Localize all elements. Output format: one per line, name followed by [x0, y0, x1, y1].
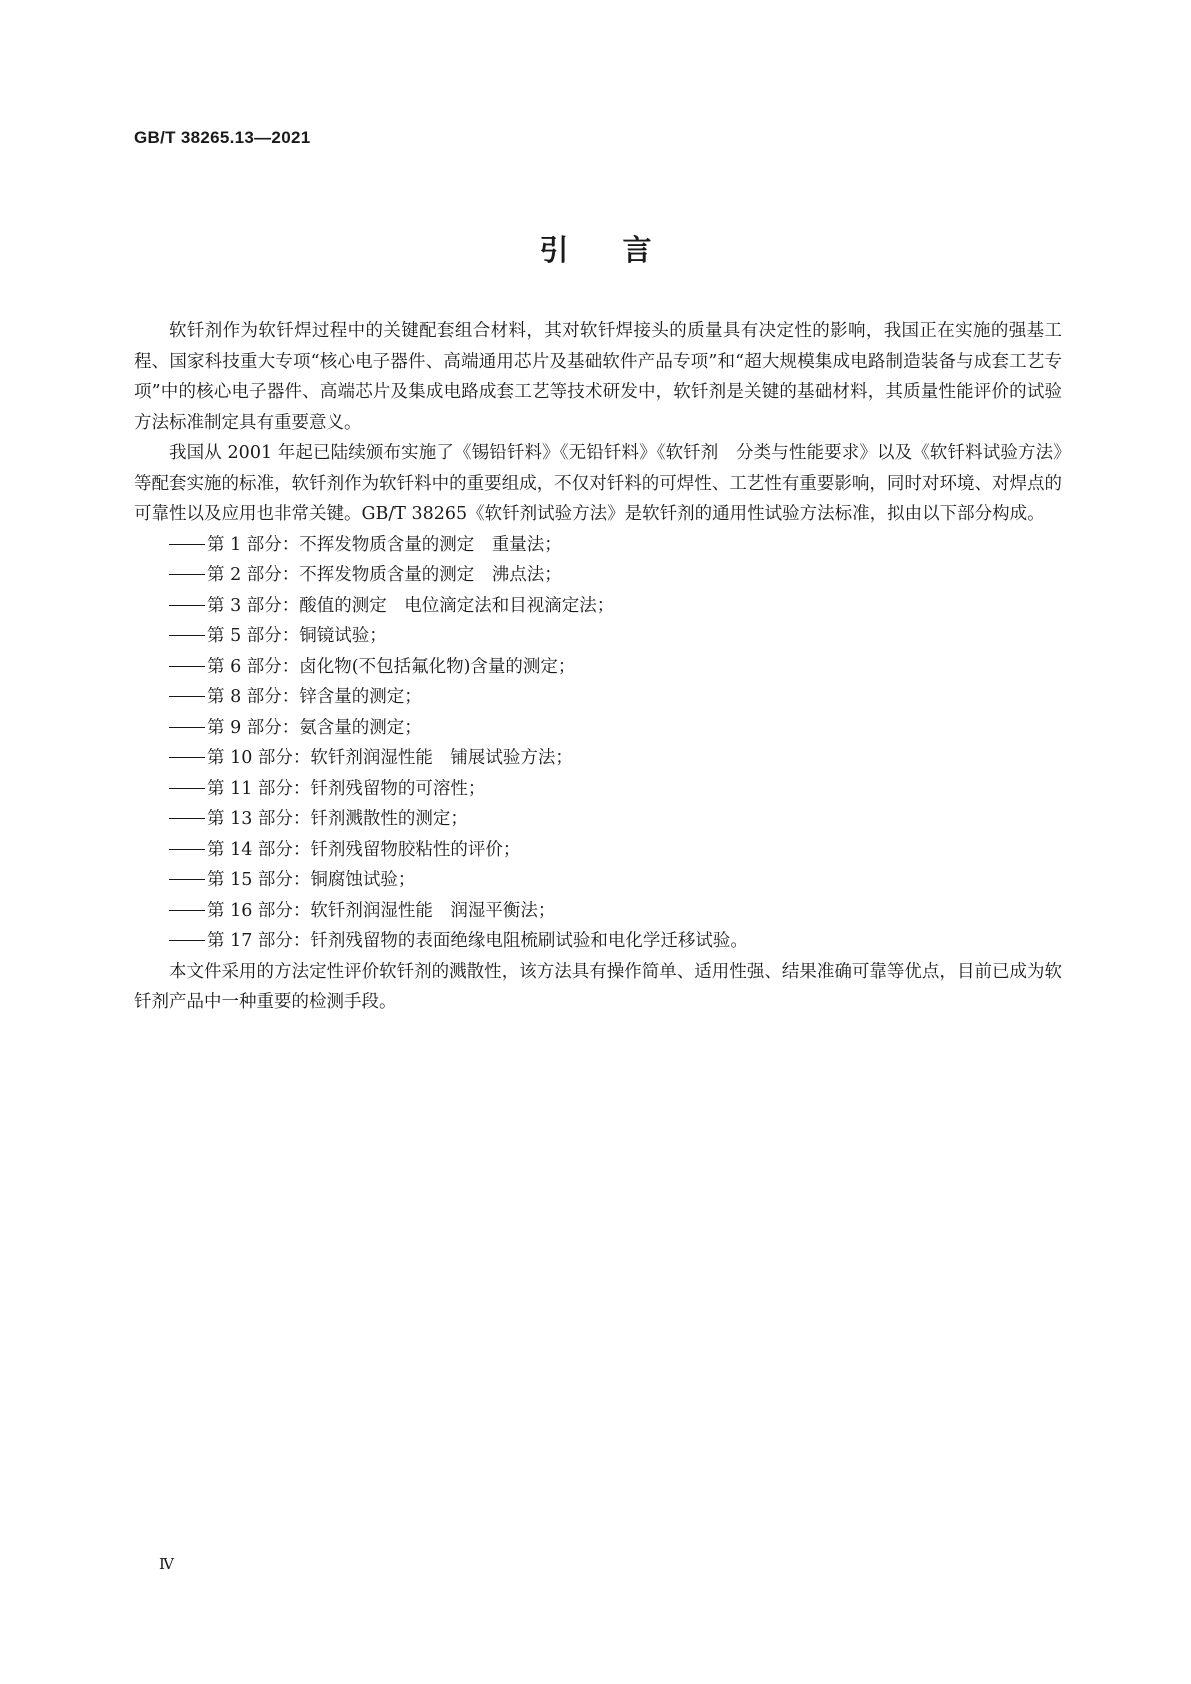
em-dash-marker: [169, 788, 205, 789]
list-item: 第 13 部分：钎剂溅散性的测定；: [134, 804, 1062, 835]
page-title: 引言: [539, 233, 706, 267]
list-item: 第 14 部分：钎剂残留物胶粘性的评价；: [134, 835, 1062, 866]
em-dash-marker: [169, 696, 205, 697]
paragraph-scope: 本文件采用的方法定性评价软钎剂的溅散性，该方法具有操作简单、适用性强、结果准确可靠等优点，目前已成为软钎剂产品中一种重要的检测手段。: [134, 961, 1062, 1012]
list-item: 第 1 部分：不挥发物质含量的测定 重量法；: [134, 530, 1062, 561]
em-dash-marker: [169, 849, 205, 850]
paragraph-intro: 软钎剂作为软钎焊过程中的关键配套组合材料，其对软钎焊接头的质量具有决定性的影响，我国正在实施的强基工程、国家科技重大专项“核心电子器件、高端通用芯片及基础软件产品专项”和“超大规模集成电路制造装备与成套工艺专项”中的核心电子器件、高端芯片及集成电路成套工艺等技术研发中，软钎剂是关键的基础材料，其质量性能评价的试验方法标准制定具有重要意义。: [134, 321, 1062, 433]
list-item: 第 17 部分：钎剂残留物的表面绝缘电阻梳刷试验和电化学迁移试验。: [134, 926, 1062, 957]
body-text: [134, 316, 1062, 1018]
list-item: 第 5 部分：铜镜试验；: [134, 621, 1062, 652]
em-dash-marker: [169, 635, 205, 636]
em-dash-marker: [169, 818, 205, 819]
list-item: 第 16 部分：软钎剂润湿性能 润湿平衡法；: [134, 896, 1062, 927]
list-item: 第 6 部分：卤化物(不包括氟化物)含量的测定；: [134, 652, 1062, 683]
em-dash-marker: [169, 666, 205, 667]
em-dash-marker: [169, 605, 205, 606]
page-number: Ⅳ: [159, 1555, 174, 1573]
list-item: 第 15 部分：铜腐蚀试验；: [134, 865, 1062, 896]
list-item: 第 3 部分：酸值的测定 电位滴定法和目视滴定法；: [134, 591, 1062, 622]
em-dash-marker: [169, 940, 205, 941]
em-dash-marker: [169, 544, 205, 545]
list-item: 第 10 部分：软钎剂润湿性能 铺展试验方法；: [134, 743, 1062, 774]
em-dash-marker: [169, 879, 205, 880]
paragraph-background: 我国从 2001 年起已陆续颁布实施了《锡铅钎料》《无铅钎料》《软钎剂 分类与性能要求》以及《软钎料试验方法》等配套实施的标准，软钎剂作为软钎料中的重要组成，不仅对钎料的可焊性、工艺性有重要影响，同时对环境、对焊点的可靠性以及应用也非常关键。GB/T 38265《软钎剂试验方法》是软钎剂的通用性试验方法标准，拟由以下部分构成。: [134, 443, 1062, 524]
parts-list: [134, 530, 1062, 957]
standard-code: GB/T 38265.13—2021: [134, 128, 311, 147]
em-dash-marker: [169, 727, 205, 728]
list-item: 第 8 部分：锌含量的测定；: [134, 682, 1062, 713]
list-item: 第 2 部分：不挥发物质含量的测定 沸点法；: [134, 560, 1062, 591]
em-dash-marker: [169, 910, 205, 911]
em-dash-marker: [169, 757, 205, 758]
list-item: 第 11 部分：钎剂残留物的可溶性；: [134, 774, 1062, 805]
list-item: 第 9 部分：氨含量的测定；: [134, 713, 1062, 744]
em-dash-marker: [169, 574, 205, 575]
